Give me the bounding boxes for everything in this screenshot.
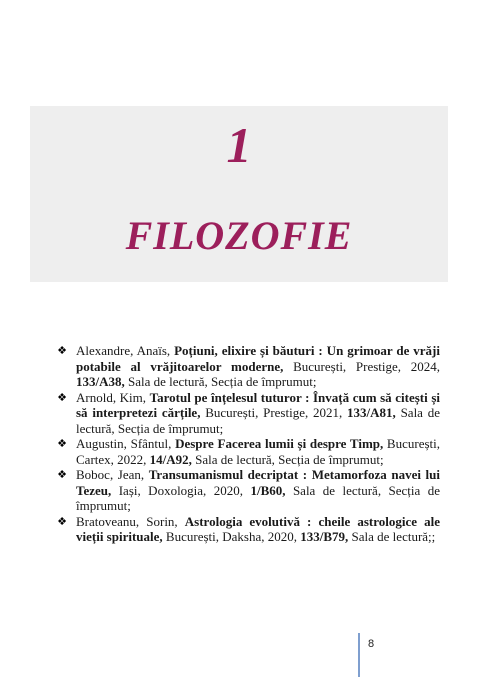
entry-title: Despre Facerea lumii și despre Timp, bbox=[175, 436, 384, 451]
list-item bbox=[55, 436, 440, 467]
diamond-bullet-icon: ❖ bbox=[57, 468, 67, 481]
entry-title: Transumanismul decriptat : Metamorfoza navei lui Tezeu, bbox=[76, 467, 440, 498]
diamond-bullet-icon: ❖ bbox=[57, 390, 67, 404]
entry-location: Sala de lectură, Secția de împrumut; bbox=[76, 405, 441, 436]
entry-shelfmark: 133/B79, bbox=[300, 529, 349, 544]
list-item bbox=[55, 343, 440, 390]
entry-author: Augustin, Sfântul, bbox=[76, 436, 176, 451]
diamond-bullet-icon: ❖ bbox=[57, 344, 67, 357]
diamond-bullet-icon: ❖ bbox=[57, 514, 67, 528]
entry-title: Poțiuni, elixire și băuturi : Un grimoar de vrăji potabile al vrăjitoarelor moderne, bbox=[76, 343, 440, 374]
entry-publisher: București, Prestige, 2024, bbox=[283, 358, 440, 374]
entry-shelfmark: 14/A92, bbox=[149, 451, 192, 467]
entry-title: Tarotul pe înțelesul tuturor : Învață cum să citești și să interpretezi cărțile, bbox=[76, 389, 440, 420]
chapter-title: FILOZOFIE bbox=[125, 213, 353, 258]
list-item bbox=[55, 467, 440, 514]
page-number-rule bbox=[358, 633, 360, 677]
entry-shelfmark: 133/A81, bbox=[347, 405, 396, 420]
entry-publisher: Iași, Doxologia, 2020, bbox=[111, 482, 251, 498]
entry-location: Sala de lectură, Secția de împrumut; bbox=[76, 482, 440, 513]
entry-publisher: București, Daksha, 2020, bbox=[162, 529, 301, 544]
bibliography-list bbox=[55, 343, 440, 545]
entry-author: Arnold, Kim, bbox=[76, 389, 150, 405]
entry-author: Boboc, Jean, bbox=[76, 467, 149, 482]
entry-location: Sala de lectură, Secția de împrumut; bbox=[191, 451, 384, 467]
diamond-bullet-icon: ❖ bbox=[57, 437, 67, 450]
entry-location: Sala de lectură, Secția de împrumut; bbox=[124, 374, 317, 389]
entry-publisher: București, Cartex, 2022, bbox=[76, 436, 440, 467]
entry-author: Alexandre, Anaïs, bbox=[76, 343, 175, 358]
chapter-number: 1 bbox=[226, 117, 252, 173]
list-item bbox=[55, 514, 440, 545]
entry-title: Astrologia evolutivă : cheile astrologice ale vieții spirituale, bbox=[76, 513, 440, 544]
entry-author: Bratoveanu, Sorin, bbox=[76, 513, 185, 529]
page-number: 8 bbox=[368, 638, 375, 650]
entry-location: Sala de lectură;; bbox=[348, 529, 436, 544]
entry-publisher: București, Prestige, 2021, bbox=[200, 405, 348, 420]
entry-shelfmark: 133/A38, bbox=[76, 374, 125, 389]
list-item bbox=[55, 390, 440, 437]
chapter-header bbox=[30, 106, 448, 282]
entry-shelfmark: 1/B60, bbox=[250, 482, 286, 498]
